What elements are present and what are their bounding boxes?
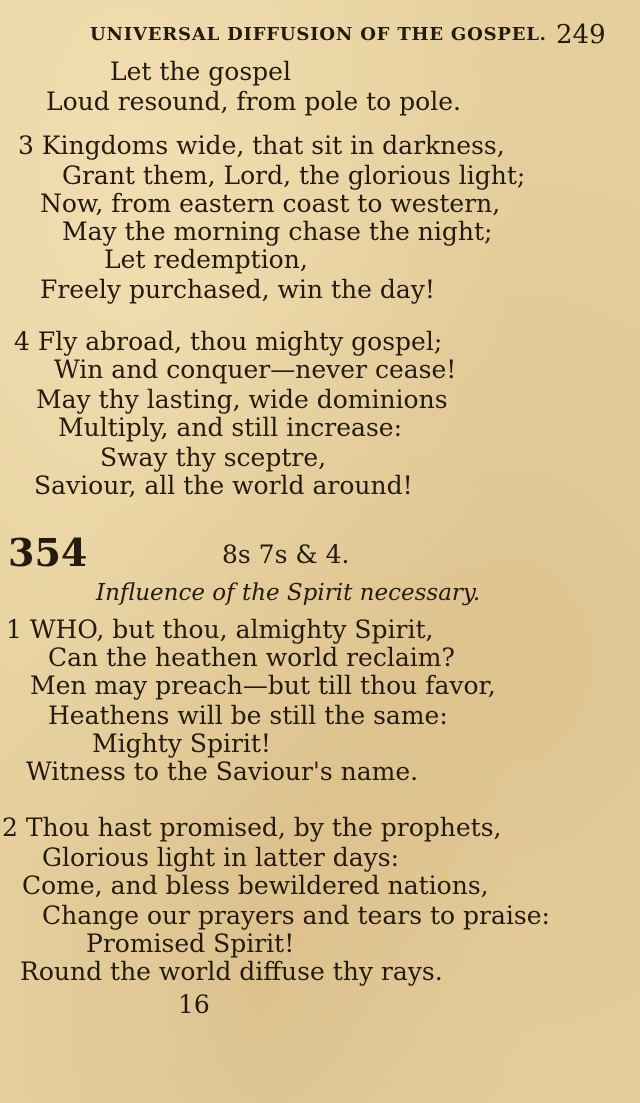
stanza-2-line-2: Glorious light in latter days: xyxy=(42,843,399,872)
stanza-3-line-5: Let redemption, xyxy=(104,245,308,274)
stanza-4-line-5: Sway thy sceptre, xyxy=(100,443,327,472)
hymn-meter: 8s 7s & 4. xyxy=(222,540,350,569)
running-header-title: UNIVERSAL DIFFUSION OF THE GOSPEL. xyxy=(90,24,547,45)
stanza-4-line-6: Saviour, all the world around! xyxy=(34,471,413,500)
verse-line: Let the gospel xyxy=(110,57,291,86)
hymn-number: 354 xyxy=(8,530,88,575)
stanza-2-line-1: 2 Thou hast promised, by the prophets, xyxy=(2,813,502,842)
stanza-2-line-5: Promised Spirit! xyxy=(86,929,295,958)
stanza-1-line-5: Mighty Spirit! xyxy=(92,729,271,758)
stanza-4-line-3: May thy lasting, wide dominions xyxy=(36,385,448,414)
stanza-3-line-1: 3 Kingdoms wide, that sit in darkness, xyxy=(18,131,505,160)
stanza-1-line-6: Witness to the Saviour's name. xyxy=(26,757,419,786)
stanza-2-line-4: Change our prayers and tears to praise: xyxy=(42,901,550,930)
hymn-subtitle: Influence of the Spirit necessary. xyxy=(96,580,481,606)
stanza-4-line-2: Win and conquer—never cease! xyxy=(54,355,457,384)
signature-mark: 16 xyxy=(178,990,210,1019)
stanza-1-line-3: Men may preach—but till thou favor, xyxy=(30,671,496,700)
stanza-2-line-6: Round the world diffuse thy rays. xyxy=(20,957,443,986)
stanza-1-line-4: Heathens will be still the same: xyxy=(48,701,448,730)
page-number: 249 xyxy=(556,20,606,50)
verse-line: Loud resound, from pole to pole. xyxy=(46,87,461,116)
stanza-2-line-3: Come, and bless bewildered nations, xyxy=(22,871,489,900)
stanza-3-line-6: Freely purchased, win the day! xyxy=(40,275,435,304)
stanza-4-line-4: Multiply, and still increase: xyxy=(58,413,402,442)
stanza-1-line-2: Can the heathen world reclaim? xyxy=(48,643,455,672)
stanza-3-line-2: Grant them, Lord, the glorious light; xyxy=(62,161,526,190)
stanza-3-line-3: Now, from eastern coast to western, xyxy=(40,189,501,218)
stanza-4-line-1: 4 Fly abroad, thou mighty gospel; xyxy=(14,327,443,356)
stanza-3-line-4: May the morning chase the night; xyxy=(62,217,493,246)
stanza-1-line-1: 1 WHO, but thou, almighty Spirit, xyxy=(6,615,434,644)
